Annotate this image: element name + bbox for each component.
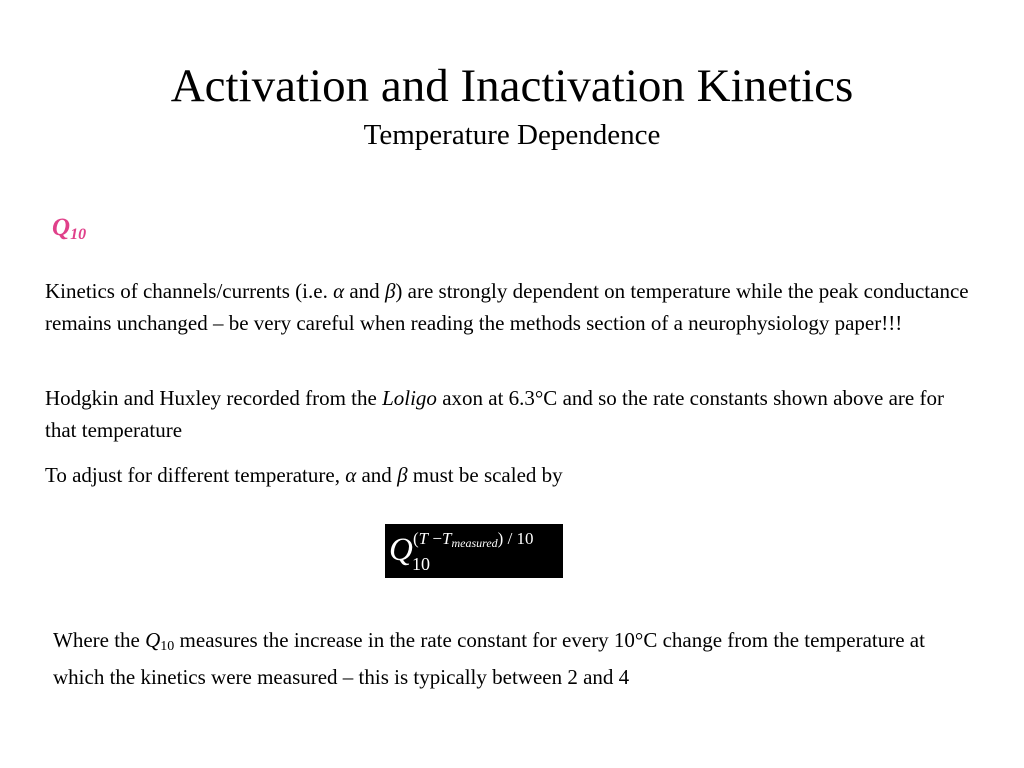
para2-text-a: Hodgkin and Huxley recorded from the bbox=[45, 386, 383, 410]
para1-text-c: ) are strongly dependent on temperature while the peak conductance remains unchanged – be very careful when reading the methods section of a neurophysiology paper!!! bbox=[45, 279, 969, 335]
slide-title: Activation and Inactivation Kinetics bbox=[170, 60, 854, 112]
beta-symbol-2: β bbox=[397, 463, 408, 487]
alpha-symbol: α bbox=[333, 279, 345, 303]
alpha-symbol-2: α bbox=[345, 463, 357, 487]
paragraph-kinetics bbox=[45, 275, 975, 339]
note-text-b: measures the increase in the rate constant for every 10°C change from the temperature at which the kinetics were measured – this is typically between 2 and 4 bbox=[53, 628, 925, 689]
beta-symbol: β bbox=[384, 279, 396, 303]
note-text-a: Where the bbox=[53, 628, 146, 652]
paragraph-hodgkin-huxley bbox=[45, 382, 975, 446]
loligo-text: Loligo bbox=[382, 386, 437, 410]
formula-base: Q bbox=[389, 532, 413, 568]
para1-text-b: and bbox=[344, 279, 385, 303]
exp-open: ( bbox=[413, 529, 419, 548]
note-q-sub: 10 bbox=[160, 639, 175, 654]
slide-subtitle: Temperature Dependence bbox=[363, 119, 661, 151]
q10-label bbox=[52, 212, 86, 251]
exp-measured: measured bbox=[451, 536, 498, 550]
formula-base-subscript: 10 bbox=[412, 554, 430, 574]
para1-text-a: Kinetics of channels/currents (i.e. bbox=[45, 279, 334, 303]
para3-text-b: and bbox=[356, 463, 398, 487]
exp-minus: − bbox=[428, 529, 442, 548]
q10-symbol: Q bbox=[52, 214, 71, 241]
q10-subscript: 10 bbox=[70, 226, 87, 243]
exp-close: ) / 10 bbox=[497, 529, 534, 548]
exp-t: T bbox=[418, 529, 429, 548]
q10-formula bbox=[385, 524, 563, 578]
para3-text-c: must be scaled by bbox=[407, 463, 563, 487]
para3-text-a: To adjust for different temperature, bbox=[45, 463, 346, 487]
formula-exponent bbox=[413, 529, 534, 550]
note-q: Q bbox=[145, 628, 161, 652]
q10-note bbox=[53, 625, 953, 693]
paragraph-adjust bbox=[45, 459, 975, 491]
exp-t2: T bbox=[441, 529, 452, 548]
para2-text-b: axon at 6.3°C and so the rate constants shown above are for that temperature bbox=[45, 386, 944, 442]
